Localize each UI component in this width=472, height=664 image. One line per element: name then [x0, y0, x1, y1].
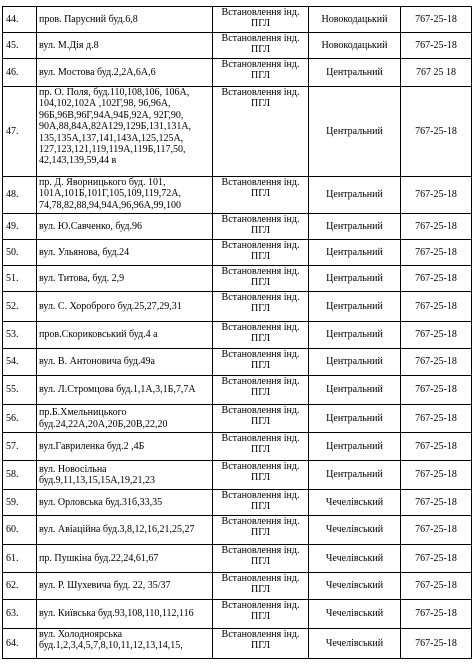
district-cell: Центральний — [309, 59, 401, 87]
table-row — [3, 433, 472, 461]
work-type-cell: Встановлення інд. ПГЛ — [213, 376, 309, 405]
district-cell: Центральний — [309, 214, 401, 240]
work-type-cell: Встановлення інд. ПГЛ — [213, 87, 309, 177]
district-cell: Центральний — [309, 433, 401, 461]
address-cell: вул. В. Антоновича буд.49а — [37, 349, 213, 376]
phone-cell: 767-25-18 — [401, 600, 472, 629]
address-cell: вул. Новосільна буд.9,11,13,15,15А,19,21,23 — [37, 461, 213, 490]
address-cell: вул. Авіаційна буд.3,8,12,16,21,25,27 — [37, 516, 213, 545]
address-cell: вул. М.Дія д.8 — [37, 33, 213, 59]
phone-cell: 767-25-18 — [401, 266, 472, 292]
table-row — [3, 59, 472, 87]
table-row — [3, 461, 472, 490]
table-row — [3, 600, 472, 629]
row-number: 47. — [3, 87, 37, 177]
address-cell: пров.Скориковський буд.4 а — [37, 322, 213, 349]
district-cell: Чечелівський — [309, 516, 401, 545]
district-cell: Чечелівський — [309, 490, 401, 516]
row-number: 51. — [3, 266, 37, 292]
row-number: 59. — [3, 490, 37, 516]
address-cell: пр. Д. Яворницького буд. 101, 101А,101Б,101Г,105,109,119,72А, 74,78,82,88,94,94А,96,96А,99,100 — [37, 177, 213, 214]
row-number: 58. — [3, 461, 37, 490]
table-row — [3, 7, 472, 33]
district-cell: Центральний — [309, 177, 401, 214]
district-cell: Чечелівський — [309, 629, 401, 659]
address-cell: вул. Орловська буд.31б,33,35 — [37, 490, 213, 516]
phone-cell: 767-25-18 — [401, 433, 472, 461]
phone-cell: 767-25-18 — [401, 87, 472, 177]
row-number: 54. — [3, 349, 37, 376]
address-cell: пр. Пушкіна буд.22,24,61,67 — [37, 545, 213, 573]
address-cell: вул. С. Хороброго буд.25,27,29,31 — [37, 292, 213, 322]
row-number: 48. — [3, 177, 37, 214]
table-row — [3, 516, 472, 545]
work-type-cell: Встановлення інд. ПГЛ — [213, 292, 309, 322]
work-type-cell: Встановлення інд. ПГЛ — [213, 490, 309, 516]
phone-cell: 767-25-18 — [401, 573, 472, 600]
row-number: 44. — [3, 7, 37, 33]
phone-cell: 767-25-18 — [401, 461, 472, 490]
table-row — [3, 240, 472, 266]
work-type-cell: Встановлення інд. ПГЛ — [213, 240, 309, 266]
address-cell: вул. Л.Стромцова буд.1,1А,3,1Б,7,7А — [37, 376, 213, 405]
phone-cell: 767-25-18 — [401, 7, 472, 33]
row-number: 57. — [3, 433, 37, 461]
work-type-cell: Встановлення інд. ПГЛ — [213, 33, 309, 59]
phone-cell: 767-25-18 — [401, 177, 472, 214]
district-cell: Центральний — [309, 322, 401, 349]
table-row — [3, 629, 472, 659]
address-cell: вул. Титова, буд. 2,9 — [37, 266, 213, 292]
address-cell: вул. Мостова буд.2,2А,6А,6 — [37, 59, 213, 87]
district-cell: Центральний — [309, 240, 401, 266]
district-cell: Новокодацький — [309, 33, 401, 59]
phone-cell: 767-25-18 — [401, 405, 472, 433]
table-row — [3, 322, 472, 349]
phone-cell: 767-25-18 — [401, 545, 472, 573]
table-row — [3, 545, 472, 573]
district-cell: Центральний — [309, 87, 401, 177]
work-type-cell: Встановлення інд. ПГЛ — [213, 177, 309, 214]
row-number: 62. — [3, 573, 37, 600]
address-cell: пр.Б.Хмельницького буд.24,22А,20А,20Б,20В,22,20 — [37, 405, 213, 433]
row-number: 55. — [3, 376, 37, 405]
table-row — [3, 214, 472, 240]
phone-cell: 767-25-18 — [401, 214, 472, 240]
district-cell: Центральний — [309, 405, 401, 433]
work-type-cell: Встановлення інд. ПГЛ — [213, 573, 309, 600]
table-row — [3, 33, 472, 59]
row-number: 52. — [3, 292, 37, 322]
row-number: 46. — [3, 59, 37, 87]
phone-cell: 767-25-18 — [401, 33, 472, 59]
address-cell: вул. Ульянова, буд.24 — [37, 240, 213, 266]
table-row — [3, 490, 472, 516]
work-type-cell: Встановлення інд. ПГЛ — [213, 600, 309, 629]
work-type-cell: Встановлення інд. ПГЛ — [213, 322, 309, 349]
district-cell: Центральний — [309, 292, 401, 322]
work-type-cell: Встановлення інд. ПГЛ — [213, 433, 309, 461]
work-type-cell: Встановлення інд. ПГЛ — [213, 461, 309, 490]
phone-cell: 767-25-18 — [401, 349, 472, 376]
table-row — [3, 405, 472, 433]
district-cell: Центральний — [309, 461, 401, 490]
table-row — [3, 292, 472, 322]
row-number: 50. — [3, 240, 37, 266]
address-cell: вул. Ю.Савченко, буд.96 — [37, 214, 213, 240]
district-cell: Центральний — [309, 376, 401, 405]
table-row — [3, 573, 472, 600]
row-number: 49. — [3, 214, 37, 240]
row-number: 64. — [3, 629, 37, 659]
table-row — [3, 376, 472, 405]
table-row — [3, 87, 472, 177]
district-cell: Чечелівський — [309, 600, 401, 629]
row-number: 60. — [3, 516, 37, 545]
row-number: 61. — [3, 545, 37, 573]
address-cell: вул. Холодноярська буд.1,2,3,4,5,7,8,10,11,12,13,14,15, — [37, 629, 213, 659]
row-number: 45. — [3, 33, 37, 59]
work-type-cell: Встановлення інд. ПГЛ — [213, 7, 309, 33]
table-row — [3, 177, 472, 214]
row-number: 63. — [3, 600, 37, 629]
work-type-cell: Встановлення інд. ПГЛ — [213, 266, 309, 292]
address-cell: вул. Київська буд.93,108,110,112,116 — [37, 600, 213, 629]
row-number: 53. — [3, 322, 37, 349]
works-table — [2, 6, 472, 659]
table-row — [3, 349, 472, 376]
phone-cell: 767-25-18 — [401, 629, 472, 659]
work-type-cell: Встановлення інд. ПГЛ — [213, 405, 309, 433]
work-type-cell: Встановлення інд. ПГЛ — [213, 545, 309, 573]
table-row — [3, 266, 472, 292]
work-type-cell: Встановлення інд. ПГЛ — [213, 214, 309, 240]
address-cell: пров. Парусний буд.6,8 — [37, 7, 213, 33]
work-type-cell: Встановлення інд. ПГЛ — [213, 59, 309, 87]
phone-cell: 767-25-18 — [401, 292, 472, 322]
district-cell: Центральний — [309, 349, 401, 376]
row-number: 56. — [3, 405, 37, 433]
district-cell: Чечелівський — [309, 573, 401, 600]
phone-cell: 767 25 18 — [401, 59, 472, 87]
phone-cell: 767-25-18 — [401, 490, 472, 516]
address-cell: пр. О. Поля, буд.110,108,106, 106А, 104,102,102А ,102Г,98, 96,96А, 96Б,96В,96Г,94А,94Б,92А, 92Г,90, 90А,88,84А,82А129,129Б,131,131А, 135,135А,137,141,143А,125,125А, 127,123,121,119,119А,119Б,117,50, 42,143,139,59,44 в — [37, 87, 213, 177]
district-cell: Новокодацький — [309, 7, 401, 33]
work-type-cell: Встановлення інд. ПГЛ — [213, 349, 309, 376]
district-cell: Чечелівський — [309, 545, 401, 573]
address-cell: вул.Гавриленка буд.2 ,4Б — [37, 433, 213, 461]
work-type-cell: Встановлення інд. ПГЛ — [213, 516, 309, 545]
phone-cell: 767-25-18 — [401, 240, 472, 266]
phone-cell: 767-25-18 — [401, 376, 472, 405]
district-cell: Центральний — [309, 266, 401, 292]
work-type-cell: Встановлення інд. ПГЛ — [213, 629, 309, 659]
phone-cell: 767-25-18 — [401, 322, 472, 349]
address-cell: вул. Р. Шухевича буд. 22, 35/37 — [37, 573, 213, 600]
works-table-body — [3, 7, 472, 659]
phone-cell: 767-25-18 — [401, 516, 472, 545]
